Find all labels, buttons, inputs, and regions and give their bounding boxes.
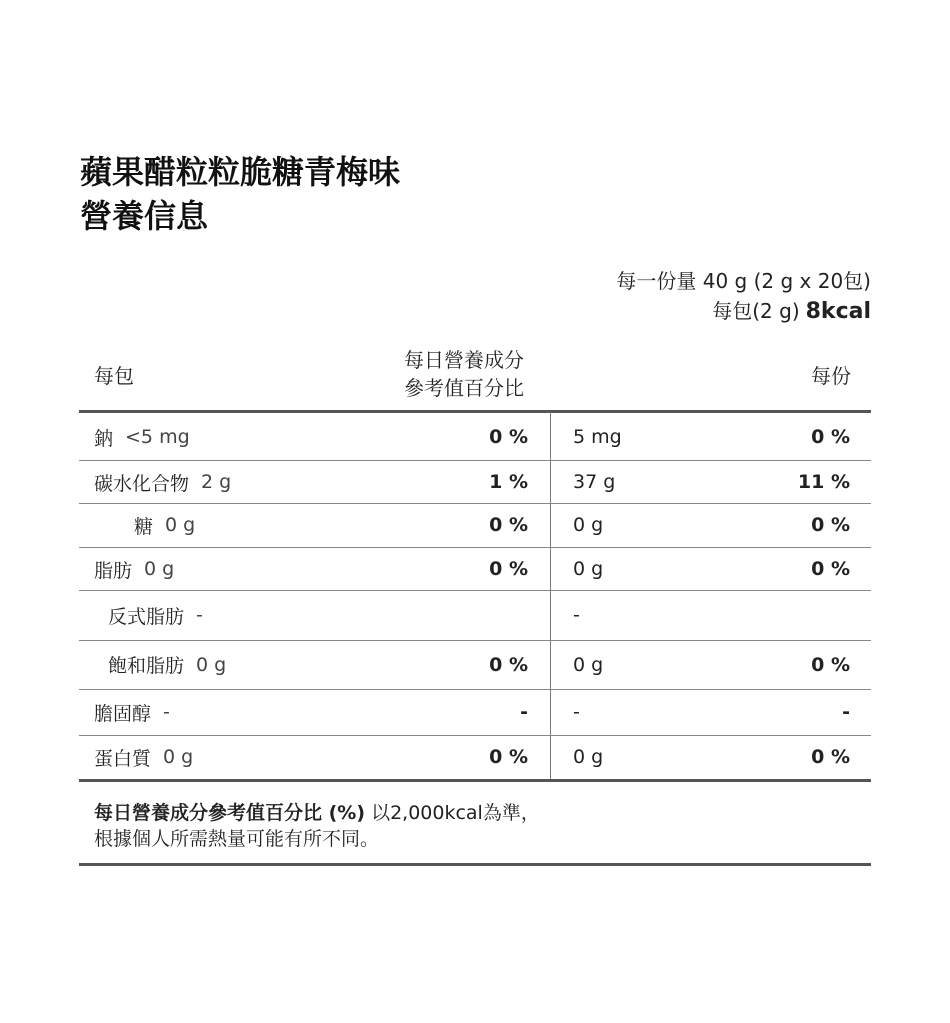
table-row	[79, 547, 871, 591]
nutrient-amount: <5 mg	[125, 426, 190, 448]
serving-size: 每一份量 40 g (2 g x 20包)	[616, 269, 871, 293]
per-pack-line	[616, 296, 871, 327]
nutrient-label: 飽和脂肪 0 g	[108, 653, 227, 677]
nutrient-amount: 0 g	[144, 558, 175, 580]
daily-value-pack: 1 %	[489, 471, 528, 493]
footnote-rest: 以2,000kcal為準，	[365, 802, 540, 824]
footnote	[94, 800, 540, 852]
footnote-line1	[94, 800, 540, 826]
nutrient-label: 蛋白質 0 g	[94, 746, 194, 770]
nutrient-label: 脂肪 0 g	[94, 558, 175, 582]
nutrient-amount: 0 g	[196, 653, 227, 676]
serving-info	[616, 266, 871, 327]
daily-value-serving: -	[842, 701, 850, 723]
table-top-divider	[79, 410, 871, 413]
daily-value-serving: 0 %	[811, 558, 850, 580]
nutrient-label: 膽固醇 -	[94, 701, 170, 725]
amount-serving: 0 g	[573, 514, 604, 536]
daily-value-pack: 0 %	[489, 746, 528, 768]
daily-value-pack: 0 %	[489, 558, 528, 580]
page-title	[80, 150, 400, 238]
footnote-line2: 根據個人所需熱量可能有所不同。	[94, 828, 380, 850]
product-name: 蘋果醋粒粒脆糖青梅味	[80, 153, 401, 191]
header-daily-value-line2: 參考值百分比	[404, 376, 524, 400]
table-row	[79, 590, 871, 640]
nutrient-amount: 2 g	[201, 471, 232, 493]
amount-serving: 0 g	[573, 653, 604, 676]
header-daily-value	[404, 346, 524, 402]
nutrient-amount: 0 g	[163, 746, 194, 768]
header-per-serving: 每份	[811, 364, 851, 388]
amount-serving: 5 mg	[573, 426, 622, 448]
table-row	[79, 460, 871, 504]
footer-divider	[79, 863, 871, 866]
nutrient-label: 鈉 <5 mg	[94, 426, 190, 450]
nutrient-label: 糖 0 g	[134, 514, 196, 538]
daily-value-pack: 0 %	[489, 653, 528, 676]
header-per-pack: 每包	[94, 364, 134, 388]
section-title: 營養信息	[80, 197, 209, 235]
amount-serving: 37 g	[573, 471, 616, 493]
nutrient-amount: -	[196, 604, 203, 626]
nutrient-label: 碳水化合物 2 g	[94, 471, 232, 495]
table-row	[79, 640, 871, 689]
table-row	[79, 503, 871, 547]
nutrient-amount: 0 g	[165, 514, 196, 536]
footnote-bold: 每日營養成分參考值百分比 (%)	[94, 802, 366, 824]
table-row	[79, 689, 871, 735]
per-pack-kcal: 8kcal	[805, 299, 871, 324]
nutrient-label: 反式脂肪 -	[108, 604, 203, 628]
daily-value-pack: 0 %	[489, 514, 528, 536]
amount-serving: -	[573, 604, 580, 626]
header-daily-value-line1: 每日營養成分	[404, 348, 524, 372]
amount-serving: 0 g	[573, 558, 604, 580]
table-row	[79, 415, 871, 459]
daily-value-serving: 0 %	[811, 653, 850, 676]
table-bottom-divider	[79, 779, 871, 782]
per-pack-label: 每包(2 g)	[712, 299, 800, 323]
amount-serving: -	[573, 701, 580, 723]
daily-value-serving: 0 %	[811, 514, 850, 536]
daily-value-pack: 0 %	[489, 426, 528, 448]
daily-value-pack: -	[520, 701, 528, 723]
daily-value-serving: 11 %	[797, 471, 850, 493]
nutrient-amount: -	[163, 701, 170, 723]
table-row	[79, 735, 871, 779]
daily-value-serving: 0 %	[811, 426, 850, 448]
amount-serving: 0 g	[573, 746, 604, 768]
daily-value-serving: 0 %	[811, 746, 850, 768]
